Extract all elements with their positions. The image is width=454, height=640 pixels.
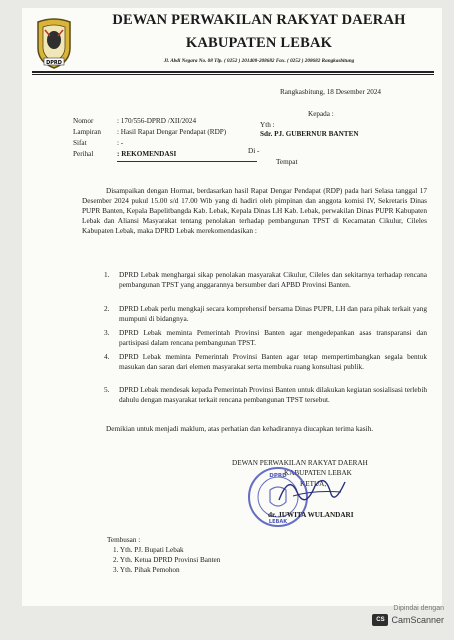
dprd-emblem-icon	[34, 18, 74, 70]
camscanner-logo-icon: CS	[372, 614, 388, 626]
recommendation-item: DPRD Lebak menghargai sikap penolakan masyarakat Cikulur, Cileles dan sekitarnya terhadap rencana pembangunan TPST yang anggarannya bersumber dari APBD Provinsi Banten.	[119, 270, 427, 289]
lampiran-label: Lampiran	[73, 128, 101, 136]
tempat-label: Tempat	[276, 158, 298, 166]
letterhead-address: Jl. Abdi Negara No. 08 Tlp. ( 0252 ) 201408-208682 Fax. ( 0252 ) 208682 Rangkasbitung	[163, 58, 355, 64]
scanner-caption: Dipindai dengan	[393, 605, 444, 612]
tembusan-item: 1. Yth. PJ. Bupati Lebak	[113, 546, 184, 554]
svg-text:LEBAK: LEBAK	[268, 519, 288, 525]
item-number: 2.	[104, 304, 110, 313]
item-number: 3.	[104, 328, 110, 337]
recommendation-item: DPRD Lebak meminta Pemerintah Provinsi Banten agar tetap mempertimbangkan segala bentuk masukan dan saran dari elemen masyarakat serta membuka ruang konsultasi publik.	[119, 352, 427, 371]
tembusan-item: 3. Yth. Pihak Pemohon	[113, 566, 180, 574]
item-number: 5.	[104, 385, 110, 394]
perihal-label: Perihal	[73, 150, 94, 158]
letterhead-rule-thin	[32, 74, 434, 75]
perihal-value: : REKOMENDASI	[117, 150, 177, 158]
signature-org: DEWAN PERWAKILAN RAKYAT DAERAH	[232, 459, 368, 467]
lampiran-value: : Hasil Rapat Dengar Pendapat (RDP)	[117, 128, 227, 136]
letterhead-subtitle: KABUPATEN LEBAK	[185, 35, 333, 51]
scanner-app-name: CamScanner	[391, 615, 444, 625]
signatory-name: dr. JUWITA WULANDARI	[268, 511, 354, 519]
signature-kabupaten: KABUPATEN LEBAK	[284, 469, 352, 477]
tembusan-label: Tembusan :	[107, 536, 141, 544]
nomor-value: : 170/556-DPRD /XII/2024	[117, 117, 197, 125]
yth-label: Yth :	[260, 121, 275, 129]
recommendation-item: DPRD Lebak meminta Pemerintah Provinsi Banten agar mengedepankan asas transparansi dan partisipasi dalam rencana pembangunan TPST.	[119, 328, 427, 347]
handwritten-signature-icon	[275, 470, 355, 510]
closing-paragraph: Demikian untuk menjadi maklum, atas perhatian dan kehadirannya diucapkan terima kasih.	[106, 424, 374, 433]
perihal-underline	[117, 161, 257, 162]
svg-text:DPRD: DPRD	[269, 473, 287, 479]
recommendation-item: DPRD Lebak perlu mengkaji secara komprehensif bersama Dinas PUPR, LH dan para pihak terkait yang mumpuni di bidangnya.	[119, 304, 427, 323]
svg-text:DPRD: DPRD	[46, 60, 62, 66]
recipient: Sdr. PJ. GUBERNUR BANTEN	[260, 130, 359, 138]
intro-paragraph: Disampaikan dengan Hormat, berdasarkan hasil Rapat Dengar Pendapat (RDP) pada hari Selasa tanggal 17 Desember 2024 pukul 15.00 s/d 17.00 Wib yang di hadiri oleh pimpinan dan anggota komisi IV, Sekretaris Dinas PUPR Banten, Kepala Bapelitbangda Kab. Lebak, Kepala Dinas LH Kab. Lebak, perwakilan Dinas PUPR Kabupaten Lebak dan Aliansi Masyarakat tentang penolakan terhadap pembangunan TPST di Kecamatan Cikulur, Cileles Kabupaten Lebak, maka DPRD Lebak merekomendasikan :	[82, 186, 427, 235]
di-label: Di -	[248, 147, 260, 155]
nomor-label: Nomor	[73, 117, 94, 125]
letterhead-rule	[32, 71, 434, 73]
recommendation-item: DPRD Lebak mendesak kepada Pemerintah Provinsi Banten untuk dilakukan kegiatan sosialisasi terlebih dahulu dengan masyarakat terkait rencana pembangunan TPST tersebut.	[119, 385, 427, 404]
sifat-label: Sifat	[73, 139, 87, 147]
letterhead-title: DEWAN PERWAKILAN RAKYAT DAERAH	[112, 12, 406, 28]
sifat-value: : -	[117, 139, 124, 147]
signature-role: KETUA,	[300, 480, 327, 488]
item-number: 4.	[104, 352, 110, 361]
item-number: 1.	[104, 270, 110, 279]
letter-date: Rangkasbitung, 18 Desember 2024	[280, 88, 382, 96]
tembusan-item: 2. Yth. Ketua DPRD Provinsi Banten	[113, 556, 221, 564]
kepada-label: Kepada :	[308, 110, 334, 118]
camscanner-watermark	[372, 605, 444, 626]
